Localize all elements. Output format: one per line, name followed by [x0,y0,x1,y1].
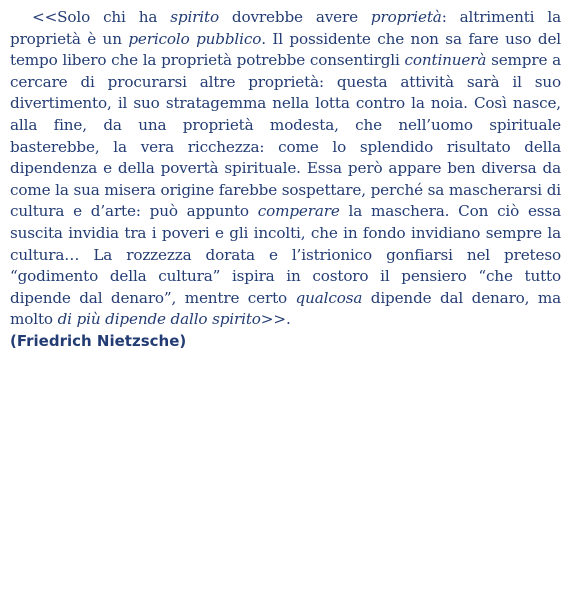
document-page [10,7,561,353]
quote-segment-italic: proprietà [370,8,442,26]
quote-segment: >>. [260,310,291,329]
quote-segment: . Il possidente che non sa fare uso del tempo libero che la proprietà potrebbe consentirgli [10,29,561,70]
quote-segment-italic: di più dipende dallo spirito [57,310,261,329]
quote-segment-italic: spirito [170,8,219,26]
quote-author: (Friedrich Nietzsche) [10,331,187,350]
quote-segment: sempre a cercare di procurarsi altre proprietà: questa attività sarà il suo divertimento, il suo stratagemma nella lotta contro la noia. Così nasce, alla fine, da una proprietà modesta, che nell’uomo spirituale basterebbe, la vera ricchezza: come lo splendido risultato della dipendenza e della povertà spirituale. Essa però appare ben diversa da come la sua misera origine farebbe sospettare, perché sa mascherarsi di cultura e d’arte: può appunto [10,51,562,221]
quote-segment: la maschera. Con ciò essa suscita invidia tra i poveri e gli incolti, che in fondo invidiano sempre la cultura… La rozzezza dorata e l’istrionico gonfiarsi nel preteso “godimento della cultura” ispira in costoro il pensiero “che tutto dipende dal denaro”, mentre certo [10,202,561,307]
quote-segment-italic: continuerà [404,51,487,70]
quote-segment-italic: pericolo pubblico [128,29,262,48]
quote-segment: <<Solo chi ha [32,8,171,26]
quote-segment-italic: comperare [257,202,340,221]
quote-segment: dovrebbe avere [218,8,371,26]
quote-segment: dipende dal denaro, ma molto [10,288,561,329]
quote-paragraph [10,7,561,331]
quote-segment-italic: qualcosa [295,288,363,307]
quote-segment: : altrimenti la proprietà è un [10,8,561,48]
